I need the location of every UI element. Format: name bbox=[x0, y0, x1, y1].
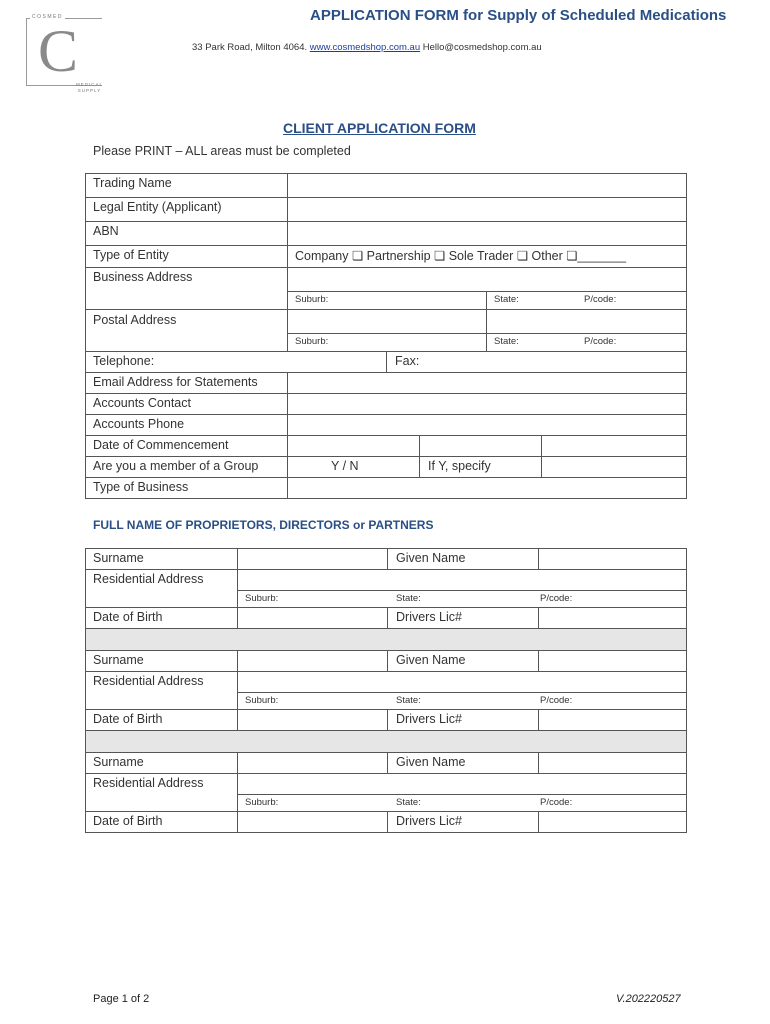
label-dob: Date of Birth bbox=[93, 814, 163, 828]
label-drivers-lic: Drivers Lic# bbox=[396, 814, 462, 828]
email-text: Hello@cosmedshop.com.au bbox=[422, 42, 542, 53]
input-accounts-phone[interactable] bbox=[289, 416, 685, 434]
label-postal-pcode: P/code: bbox=[584, 336, 617, 347]
label-given-name: Given Name bbox=[396, 755, 466, 769]
label-business-suburb: Suburb: bbox=[295, 294, 329, 305]
input-type-business[interactable] bbox=[289, 479, 685, 497]
label-if-yes-specify: If Y, specify bbox=[428, 459, 491, 473]
label-postal-address: Postal Address bbox=[93, 313, 177, 327]
label-residential-address: Residential Address bbox=[93, 674, 204, 688]
input-email-statements[interactable] bbox=[289, 374, 685, 392]
label-business-address: Business Address bbox=[93, 270, 193, 284]
label-abn: ABN bbox=[93, 224, 119, 238]
label-business-pcode: P/code: bbox=[584, 294, 617, 305]
label-postal-suburb: Suburb: bbox=[295, 336, 329, 347]
input-postal-address[interactable] bbox=[289, 311, 685, 332]
label-dob: Date of Birth bbox=[93, 712, 163, 726]
label-state: State: bbox=[396, 797, 421, 808]
label-pcode: P/code: bbox=[540, 593, 573, 604]
label-dob: Date of Birth bbox=[93, 610, 163, 624]
input-abn[interactable] bbox=[289, 223, 685, 244]
label-fax: Fax: bbox=[395, 354, 420, 368]
input-business-address[interactable] bbox=[289, 269, 685, 290]
label-member-group: Are you a member of a Group bbox=[93, 459, 259, 473]
form-title: CLIENT APPLICATION FORM bbox=[283, 120, 476, 136]
logo-sub-line2: SUPPLY bbox=[77, 88, 102, 93]
label-drivers-lic: Drivers Lic# bbox=[396, 712, 462, 726]
input-trading-name[interactable] bbox=[289, 175, 685, 196]
label-surname: Surname bbox=[93, 755, 144, 769]
label-surname: Surname bbox=[93, 551, 144, 565]
label-date-commencement: Date of Commencement bbox=[93, 438, 229, 452]
page-number: Page 1 of 2 bbox=[93, 993, 150, 1005]
label-type-business: Type of Business bbox=[93, 480, 189, 494]
label-trading-name: Trading Name bbox=[93, 176, 172, 190]
label-telephone: Telephone: bbox=[93, 354, 155, 368]
label-residential-address: Residential Address bbox=[93, 572, 204, 586]
label-type-of-entity: Type of Entity bbox=[93, 248, 169, 262]
label-suburb: Suburb: bbox=[245, 797, 279, 808]
label-accounts-contact: Accounts Contact bbox=[93, 396, 191, 410]
form-instructions: Please PRINT – ALL areas must be completed bbox=[93, 144, 351, 158]
label-accounts-phone: Accounts Phone bbox=[93, 417, 185, 431]
entity-type-checkboxes[interactable]: Company ❏ Partnership ❏ Sole Trader ❏ Other ❏_______ bbox=[295, 249, 627, 263]
version-number: V.202220527 bbox=[616, 993, 681, 1005]
section-title-proprietors: FULL NAME OF PROPRIETORS, DIRECTORS or PARTNERS bbox=[93, 518, 434, 532]
address-text: 33 Park Road, Milton 4064. bbox=[192, 42, 308, 53]
logo-letter: C bbox=[38, 18, 79, 84]
label-suburb: Suburb: bbox=[245, 695, 279, 706]
label-state: State: bbox=[396, 593, 421, 604]
label-postal-state: State: bbox=[494, 336, 519, 347]
label-state: State: bbox=[396, 695, 421, 706]
label-email-statements: Email Address for Statements bbox=[93, 375, 258, 389]
label-given-name: Given Name bbox=[396, 653, 466, 667]
label-suburb: Suburb: bbox=[245, 593, 279, 604]
label-legal-entity: Legal Entity (Applicant) bbox=[93, 200, 222, 214]
label-given-name: Given Name bbox=[396, 551, 466, 565]
label-business-state: State: bbox=[494, 294, 519, 305]
logo-brand-text: COSMED bbox=[32, 14, 63, 20]
website-link[interactable]: www.cosmedshop.com.au bbox=[309, 42, 421, 53]
input-accounts-contact[interactable] bbox=[289, 395, 685, 413]
label-surname: Surname bbox=[93, 653, 144, 667]
input-legal-entity[interactable] bbox=[289, 199, 685, 220]
label-pcode: P/code: bbox=[540, 695, 573, 706]
document-title: APPLICATION FORM for Supply of Scheduled Medications bbox=[310, 7, 727, 24]
logo-sub-line1: MEDICAL bbox=[76, 82, 104, 87]
label-drivers-lic: Drivers Lic# bbox=[396, 610, 462, 624]
label-residential-address: Residential Address bbox=[93, 776, 204, 790]
label-pcode: P/code: bbox=[540, 797, 573, 808]
yes-no-choice[interactable]: Y / N bbox=[331, 459, 359, 473]
